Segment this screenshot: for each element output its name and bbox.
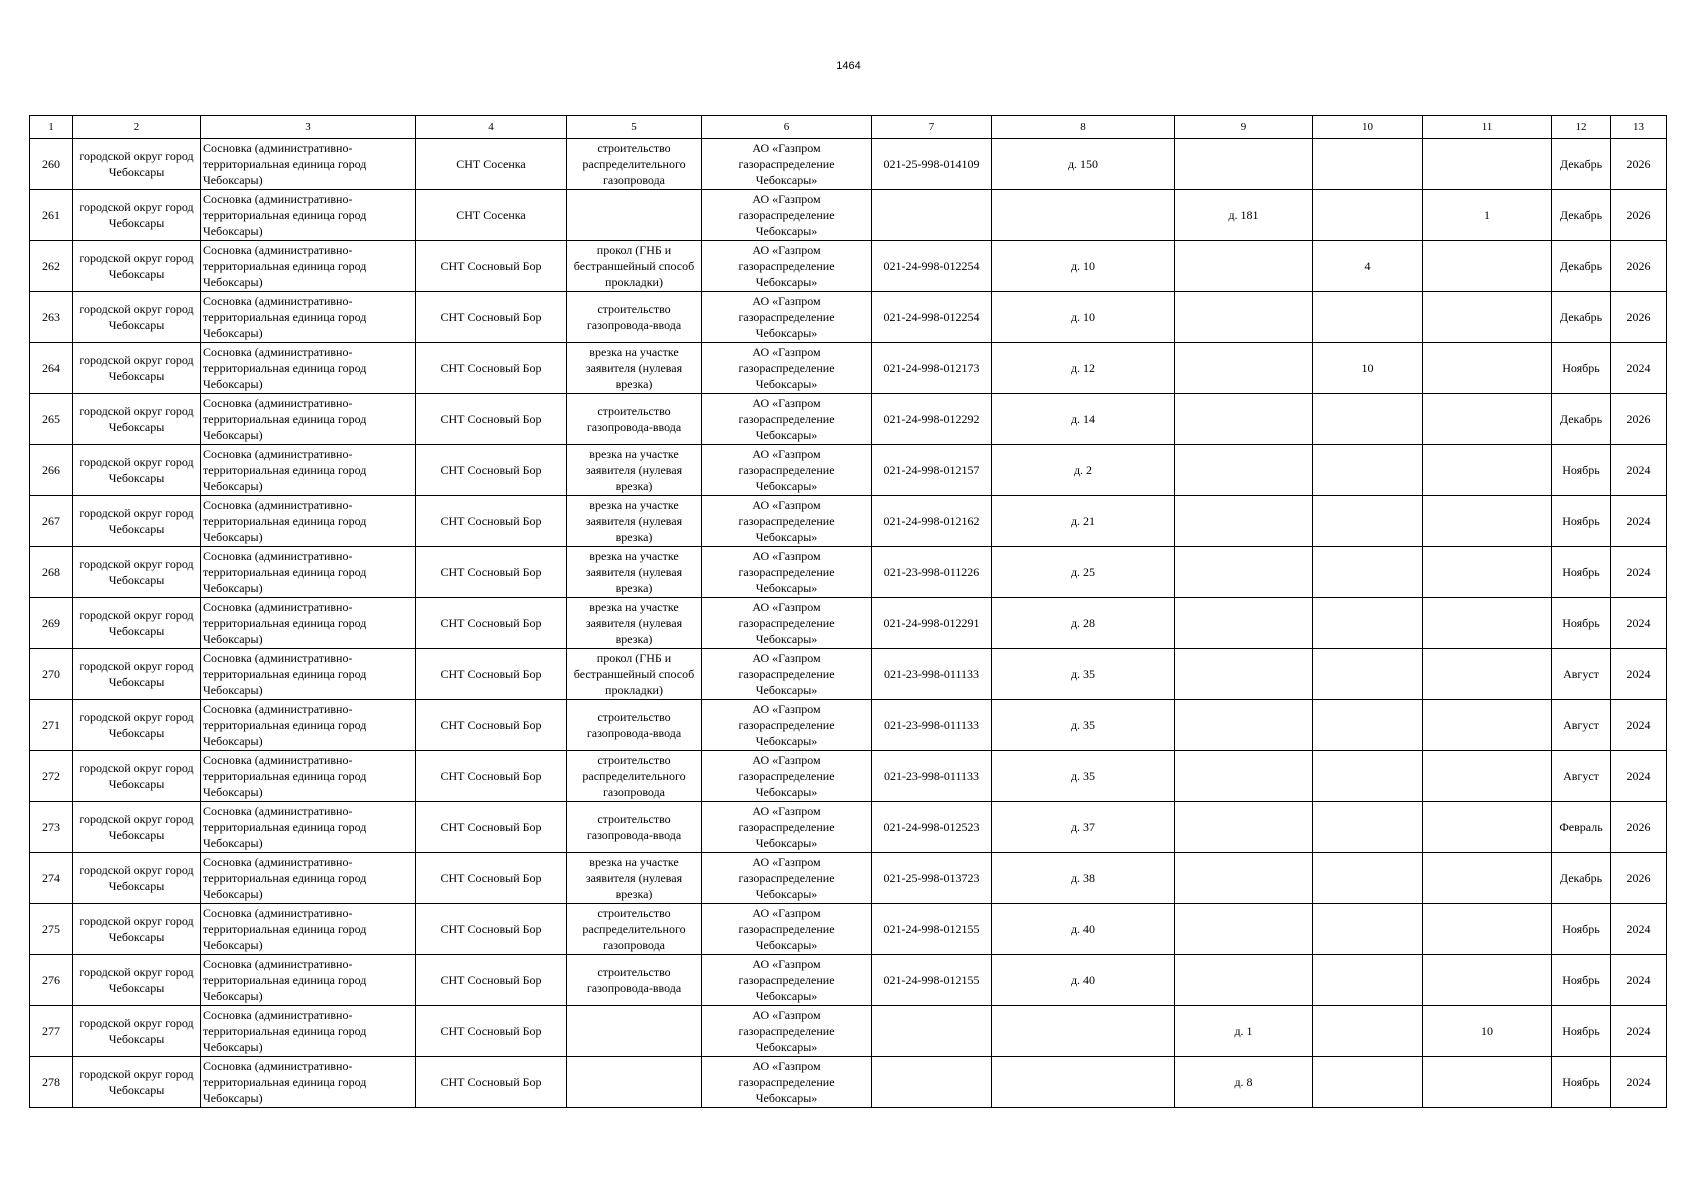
cell-request-number: 021-23-998-011133 [872,751,992,802]
cell-year: 2026 [1611,853,1667,904]
cell-month: Август [1552,751,1611,802]
cell-settlement: Сосновка (административно- территориальная единица город Чебоксары) [201,1006,416,1057]
cell-count: 10 [1423,1006,1552,1057]
data-table [29,115,1667,1108]
cell-house-address: д. 10 [992,292,1175,343]
cell-house-address-2 [1175,241,1313,292]
cell-work-type: строительство газопровода-ввода [567,292,702,343]
table-row [30,445,1667,496]
cell-municipality: городской округ город Чебоксары [73,598,201,649]
table-row [30,190,1667,241]
cell-municipality: городской округ город Чебоксары [73,853,201,904]
cell-object-name: СНТ Сосновый Бор [416,955,567,1006]
cell-organization: АО «Газпром газораспределение Чебоксары» [702,853,872,904]
cell-organization: АО «Газпром газораспределение Чебоксары» [702,1006,872,1057]
table-row [30,394,1667,445]
cell-year: 2024 [1611,649,1667,700]
cell-object-name: СНТ Сосенка [416,139,567,190]
cell-settlement: Сосновка (административно- территориальная единица город Чебоксары) [201,190,416,241]
cell-house-address: д. 38 [992,853,1175,904]
cell-work-type: врезка на участке заявителя (нулевая врезка) [567,496,702,547]
cell-object-name: СНТ Сосновый Бор [416,292,567,343]
column-header-7: 7 [872,116,992,139]
cell-row-number: 273 [30,802,73,853]
cell-organization: АО «Газпром газораспределение Чебоксары» [702,241,872,292]
cell-house-address [992,1057,1175,1108]
cell-object-name: СНТ Сосновый Бор [416,241,567,292]
cell-municipality: городской округ город Чебоксары [73,343,201,394]
cell-object-name: СНТ Сосновый Бор [416,445,567,496]
cell-request-number: 021-24-998-012254 [872,292,992,343]
cell-year: 2024 [1611,1057,1667,1108]
cell-row-number: 267 [30,496,73,547]
cell-length [1313,445,1423,496]
cell-year: 2024 [1611,445,1667,496]
cell-organization: АО «Газпром газораспределение Чебоксары» [702,445,872,496]
cell-organization: АО «Газпром газораспределение Чебоксары» [702,139,872,190]
cell-length [1313,394,1423,445]
cell-organization: АО «Газпром газораспределение Чебоксары» [702,802,872,853]
cell-request-number [872,1006,992,1057]
cell-length [1313,598,1423,649]
cell-count [1423,139,1552,190]
cell-municipality: городской округ город Чебоксары [73,139,201,190]
cell-house-address: д. 35 [992,700,1175,751]
cell-municipality: городской округ город Чебоксары [73,547,201,598]
cell-month: Ноябрь [1552,955,1611,1006]
cell-house-address-2 [1175,904,1313,955]
cell-house-address [992,1006,1175,1057]
cell-row-number: 269 [30,598,73,649]
column-header-13: 13 [1611,116,1667,139]
cell-organization: АО «Газпром газораспределение Чебоксары» [702,649,872,700]
cell-month: Ноябрь [1552,1057,1611,1108]
cell-row-number: 270 [30,649,73,700]
cell-house-address: д. 40 [992,904,1175,955]
cell-length [1313,139,1423,190]
table-row [30,853,1667,904]
column-header-9: 9 [1175,116,1313,139]
column-header-4: 4 [416,116,567,139]
cell-month: Декабрь [1552,190,1611,241]
cell-count [1423,241,1552,292]
cell-year: 2026 [1611,241,1667,292]
cell-request-number: 021-24-998-012155 [872,904,992,955]
cell-work-type: строительство газопровода-ввода [567,394,702,445]
cell-house-address: д. 25 [992,547,1175,598]
cell-length [1313,292,1423,343]
cell-house-address: д. 10 [992,241,1175,292]
cell-length: 10 [1313,343,1423,394]
cell-settlement: Сосновка (административно- территориальная единица город Чебоксары) [201,802,416,853]
table-row [30,1006,1667,1057]
cell-request-number: 021-24-998-012173 [872,343,992,394]
cell-work-type: строительство газопровода-ввода [567,700,702,751]
cell-house-address-2 [1175,649,1313,700]
cell-municipality: городской округ город Чебоксары [73,1057,201,1108]
cell-municipality: городской округ город Чебоксары [73,802,201,853]
cell-month: Август [1552,649,1611,700]
cell-object-name: СНТ Сосновый Бор [416,649,567,700]
cell-settlement: Сосновка (административно- территориальная единица город Чебоксары) [201,241,416,292]
cell-count [1423,496,1552,547]
cell-house-address: д. 40 [992,955,1175,1006]
cell-request-number [872,190,992,241]
cell-work-type: врезка на участке заявителя (нулевая врезка) [567,445,702,496]
column-header-8: 8 [992,116,1175,139]
column-header-11: 11 [1423,116,1552,139]
cell-year: 2026 [1611,292,1667,343]
cell-work-type: строительство газопровода-ввода [567,802,702,853]
cell-length [1313,751,1423,802]
cell-month: Ноябрь [1552,496,1611,547]
cell-work-type [567,1006,702,1057]
cell-work-type: прокол (ГНБ и бестраншейный способ прокладки) [567,241,702,292]
cell-month: Ноябрь [1552,445,1611,496]
cell-count: 1 [1423,190,1552,241]
cell-request-number: 021-25-998-014109 [872,139,992,190]
cell-request-number: 021-25-998-013723 [872,853,992,904]
cell-house-address [992,190,1175,241]
cell-work-type [567,1057,702,1108]
cell-request-number: 021-24-998-012292 [872,394,992,445]
table-row [30,598,1667,649]
cell-house-address-2 [1175,547,1313,598]
cell-organization: АО «Газпром газораспределение Чебоксары» [702,904,872,955]
cell-length [1313,1057,1423,1108]
cell-house-address-2 [1175,496,1313,547]
cell-municipality: городской округ город Чебоксары [73,292,201,343]
cell-settlement: Сосновка (административно- территориальная единица город Чебоксары) [201,649,416,700]
cell-count [1423,802,1552,853]
cell-length [1313,547,1423,598]
cell-settlement: Сосновка (административно- территориальная единица город Чебоксары) [201,853,416,904]
cell-house-address-2 [1175,955,1313,1006]
cell-settlement: Сосновка (административно- территориальная единица город Чебоксары) [201,955,416,1006]
cell-object-name: СНТ Сосновый Бор [416,547,567,598]
cell-year: 2026 [1611,139,1667,190]
table-row [30,547,1667,598]
table-row [30,139,1667,190]
cell-count [1423,343,1552,394]
cell-settlement: Сосновка (административно- территориальная единица город Чебоксары) [201,1057,416,1108]
cell-count [1423,292,1552,343]
cell-settlement: Сосновка (административно- территориальная единица город Чебоксары) [201,343,416,394]
cell-object-name: СНТ Сосенка [416,190,567,241]
cell-count [1423,445,1552,496]
cell-house-address: д. 35 [992,751,1175,802]
cell-count [1423,955,1552,1006]
cell-row-number: 278 [30,1057,73,1108]
cell-row-number: 277 [30,1006,73,1057]
cell-object-name: СНТ Сосновый Бор [416,598,567,649]
cell-month: Август [1552,700,1611,751]
cell-organization: АО «Газпром газораспределение Чебоксары» [702,751,872,802]
table-row [30,343,1667,394]
column-header-6: 6 [702,116,872,139]
cell-organization: АО «Газпром газораспределение Чебоксары» [702,496,872,547]
cell-count [1423,853,1552,904]
header-row [30,116,1667,139]
cell-work-type: врезка на участке заявителя (нулевая врезка) [567,343,702,394]
column-header-10: 10 [1313,116,1423,139]
cell-row-number: 274 [30,853,73,904]
cell-request-number: 021-24-998-012254 [872,241,992,292]
cell-organization: АО «Газпром газораспределение Чебоксары» [702,547,872,598]
cell-row-number: 263 [30,292,73,343]
cell-organization: АО «Газпром газораспределение Чебоксары» [702,190,872,241]
page-number: 1464 [836,60,861,72]
cell-year: 2024 [1611,700,1667,751]
cell-length [1313,700,1423,751]
cell-organization: АО «Газпром газораспределение Чебоксары» [702,394,872,445]
cell-year: 2026 [1611,802,1667,853]
cell-settlement: Сосновка (административно- территориальная единица город Чебоксары) [201,547,416,598]
cell-year: 2024 [1611,598,1667,649]
cell-municipality: городской округ город Чебоксары [73,700,201,751]
cell-object-name: СНТ Сосновый Бор [416,394,567,445]
cell-work-type: строительство газопровода-ввода [567,955,702,1006]
cell-house-address-2 [1175,139,1313,190]
table-row [30,292,1667,343]
cell-row-number: 271 [30,700,73,751]
cell-month: Ноябрь [1552,598,1611,649]
cell-house-address-2 [1175,853,1313,904]
cell-object-name: СНТ Сосновый Бор [416,343,567,394]
cell-row-number: 265 [30,394,73,445]
cell-month: Декабрь [1552,394,1611,445]
cell-house-address: д. 21 [992,496,1175,547]
cell-house-address: д. 35 [992,649,1175,700]
cell-request-number: 021-23-998-011226 [872,547,992,598]
cell-house-address: д. 28 [992,598,1175,649]
cell-length [1313,190,1423,241]
table-row [30,1057,1667,1108]
cell-work-type: строительство распределительного газопровода [567,139,702,190]
cell-year: 2024 [1611,496,1667,547]
cell-municipality: городской округ город Чебоксары [73,1006,201,1057]
cell-request-number: 021-24-998-012157 [872,445,992,496]
cell-settlement: Сосновка (административно- территориальная единица город Чебоксары) [201,751,416,802]
cell-work-type: врезка на участке заявителя (нулевая врезка) [567,853,702,904]
cell-municipality: городской округ город Чебоксары [73,751,201,802]
cell-length: 4 [1313,241,1423,292]
cell-settlement: Сосновка (административно- территориальная единица город Чебоксары) [201,394,416,445]
cell-row-number: 261 [30,190,73,241]
cell-month: Ноябрь [1552,1006,1611,1057]
cell-house-address-2 [1175,445,1313,496]
cell-length [1313,649,1423,700]
cell-house-address-2 [1175,394,1313,445]
cell-house-address-2: д. 181 [1175,190,1313,241]
cell-house-address: д. 2 [992,445,1175,496]
cell-request-number: 021-24-998-012291 [872,598,992,649]
cell-year: 2024 [1611,343,1667,394]
cell-length [1313,802,1423,853]
cell-row-number: 264 [30,343,73,394]
cell-row-number: 272 [30,751,73,802]
cell-house-address-2: д. 1 [1175,1006,1313,1057]
table-row [30,904,1667,955]
cell-object-name: СНТ Сосновый Бор [416,751,567,802]
table-row [30,751,1667,802]
cell-month: Декабрь [1552,853,1611,904]
table-header [30,116,1667,139]
column-header-1: 1 [30,116,73,139]
cell-organization: АО «Газпром газораспределение Чебоксары» [702,1057,872,1108]
cell-length [1313,853,1423,904]
cell-settlement: Сосновка (административно- территориальная единица город Чебоксары) [201,292,416,343]
cell-count [1423,1057,1552,1108]
cell-house-address-2 [1175,598,1313,649]
cell-request-number: 021-24-998-012523 [872,802,992,853]
cell-year: 2026 [1611,394,1667,445]
cell-organization: АО «Газпром газораспределение Чебоксары» [702,598,872,649]
cell-municipality: городской округ город Чебоксары [73,190,201,241]
cell-year: 2024 [1611,904,1667,955]
cell-count [1423,751,1552,802]
cell-house-address: д. 14 [992,394,1175,445]
cell-house-address-2 [1175,292,1313,343]
cell-row-number: 276 [30,955,73,1006]
cell-year: 2024 [1611,547,1667,598]
column-header-3: 3 [201,116,416,139]
cell-work-type: врезка на участке заявителя (нулевая врезка) [567,547,702,598]
cell-municipality: городской округ город Чебоксары [73,649,201,700]
cell-month: Ноябрь [1552,343,1611,394]
table-row [30,802,1667,853]
cell-house-address-2 [1175,700,1313,751]
cell-work-type: прокол (ГНБ и бестраншейный способ прокладки) [567,649,702,700]
cell-house-address-2 [1175,343,1313,394]
cell-house-address: д. 12 [992,343,1175,394]
cell-request-number [872,1057,992,1108]
cell-length [1313,904,1423,955]
cell-work-type: строительство распределительного газопровода [567,904,702,955]
cell-organization: АО «Газпром газораспределение Чебоксары» [702,292,872,343]
cell-municipality: городской округ город Чебоксары [73,445,201,496]
cell-month: Ноябрь [1552,904,1611,955]
cell-municipality: городской округ город Чебоксары [73,394,201,445]
cell-settlement: Сосновка (административно- территориальная единица город Чебоксары) [201,139,416,190]
cell-count [1423,904,1552,955]
cell-count [1423,394,1552,445]
cell-year: 2024 [1611,1006,1667,1057]
table-row [30,700,1667,751]
cell-object-name: СНТ Сосновый Бор [416,904,567,955]
cell-count [1423,547,1552,598]
cell-organization: АО «Газпром газораспределение Чебоксары» [702,700,872,751]
cell-work-type [567,190,702,241]
cell-month: Ноябрь [1552,547,1611,598]
cell-month: Декабрь [1552,139,1611,190]
cell-length [1313,496,1423,547]
column-header-2: 2 [73,116,201,139]
cell-work-type: строительство распределительного газопровода [567,751,702,802]
cell-row-number: 268 [30,547,73,598]
table-row [30,241,1667,292]
cell-count [1423,598,1552,649]
cell-length [1313,1006,1423,1057]
cell-municipality: городской округ город Чебоксары [73,496,201,547]
cell-request-number: 021-23-998-011133 [872,700,992,751]
cell-house-address-2 [1175,751,1313,802]
cell-month: Декабрь [1552,241,1611,292]
cell-organization: АО «Газпром газораспределение Чебоксары» [702,343,872,394]
table-row [30,649,1667,700]
cell-request-number: 021-24-998-012162 [872,496,992,547]
cell-month: Декабрь [1552,292,1611,343]
cell-month: Февраль [1552,802,1611,853]
cell-settlement: Сосновка (административно- территориальная единица город Чебоксары) [201,598,416,649]
cell-settlement: Сосновка (административно- территориальная единица город Чебоксары) [201,904,416,955]
column-header-5: 5 [567,116,702,139]
cell-settlement: Сосновка (административно- территориальная единица город Чебоксары) [201,445,416,496]
cell-count [1423,700,1552,751]
cell-request-number: 021-23-998-011133 [872,649,992,700]
cell-house-address-2: д. 8 [1175,1057,1313,1108]
cell-house-address: д. 37 [992,802,1175,853]
cell-object-name: СНТ Сосновый Бор [416,496,567,547]
cell-row-number: 266 [30,445,73,496]
cell-row-number: 262 [30,241,73,292]
cell-object-name: СНТ Сосновый Бор [416,853,567,904]
cell-house-address-2 [1175,802,1313,853]
cell-object-name: СНТ Сосновый Бор [416,1006,567,1057]
cell-organization: АО «Газпром газораспределение Чебоксары» [702,955,872,1006]
cell-object-name: СНТ Сосновый Бор [416,1057,567,1108]
cell-year: 2024 [1611,955,1667,1006]
cell-count [1423,649,1552,700]
cell-municipality: городской округ город Чебоксары [73,904,201,955]
cell-house-address: д. 150 [992,139,1175,190]
table-row [30,955,1667,1006]
cell-object-name: СНТ Сосновый Бор [416,700,567,751]
cell-row-number: 275 [30,904,73,955]
table-row [30,496,1667,547]
cell-settlement: Сосновка (административно- территориальная единица город Чебоксары) [201,496,416,547]
cell-year: 2026 [1611,190,1667,241]
table-body [30,139,1667,1108]
cell-length [1313,955,1423,1006]
column-header-12: 12 [1552,116,1611,139]
cell-request-number: 021-24-998-012155 [872,955,992,1006]
cell-object-name: СНТ Сосновый Бор [416,802,567,853]
cell-year: 2024 [1611,751,1667,802]
cell-municipality: городской округ город Чебоксары [73,955,201,1006]
cell-municipality: городской округ город Чебоксары [73,241,201,292]
cell-work-type: врезка на участке заявителя (нулевая врезка) [567,598,702,649]
cell-row-number: 260 [30,139,73,190]
cell-settlement: Сосновка (административно- территориальная единица город Чебоксары) [201,700,416,751]
